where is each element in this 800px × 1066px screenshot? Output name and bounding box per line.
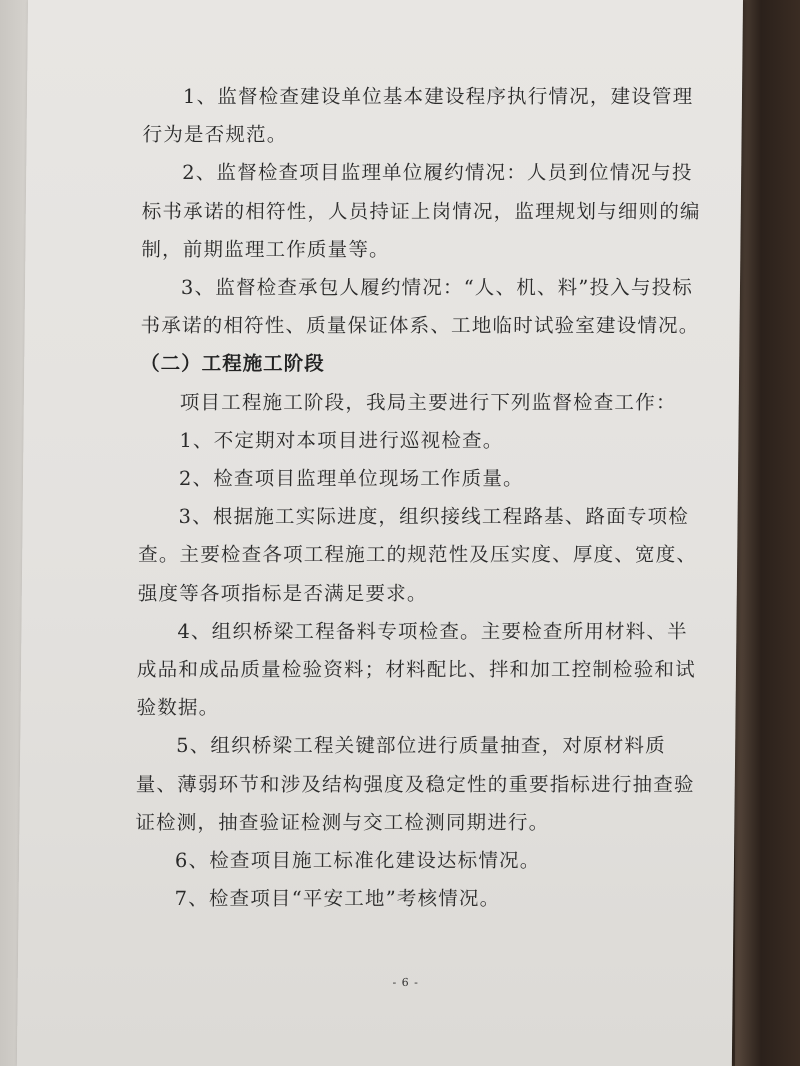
work-item-5: 5、组织桥梁工程关键部位进行质量抽查，对原材料质量、薄弱环节和涉及结构强度及稳定性的重要指标进行抽查验证检测，抽查验证检测与交工检测同期进行。 — [135, 734, 695, 834]
paragraph-item-1: 1、监督检查建设单位基本建设程序执行情况，建设管理行为是否规范。 — [142, 85, 694, 147]
work-item-7: 7、检查项目“平安工地”考核情况。 — [174, 887, 501, 911]
work-item-6: 6、检查项目施工标准化建设达标情况。 — [174, 849, 541, 873]
section-intro: 项目工程施工阶段，我局主要进行下列监督检查工作： — [179, 390, 677, 414]
desk-background — [735, 0, 800, 1066]
paragraph-item-3: 3、监督检查承包人履约情况：“人、机、料”投入与投标书承诺的相符性、质量保证体系、工地临时试验室建设情况。 — [140, 276, 700, 338]
document-page — [17, 0, 743, 1066]
page-number: - 6 - — [392, 976, 419, 989]
work-item-1: 1、不定期对本项目进行巡视检查。 — [179, 428, 504, 452]
work-item-2: 2、检查项目监理单位现场工作质量。 — [178, 467, 524, 491]
paragraph-item-2: 2、监督检查项目监理单位履约情况：人员到位情况与投标书承诺的相符性，人员持证上岗情况，监理规划与细则的编制，前期监理工作质量等。 — [141, 161, 701, 261]
work-item-3: 3、根据施工实际进度，组织接线工程路基、路面专项检查。主要检查各项工程施工的规范性及压实度、厚度、宽度、强度等各项指标是否满足要求。 — [137, 505, 698, 605]
work-item-4: 4、组织桥梁工程备料专项检查。主要检查所用材料、半成品和成品质量检验资料；材料配比、拌和加工控制检验和试验数据。 — [136, 619, 697, 720]
section-heading: （二）工程施工阶段 — [140, 352, 325, 376]
document-text — [134, 78, 703, 918]
